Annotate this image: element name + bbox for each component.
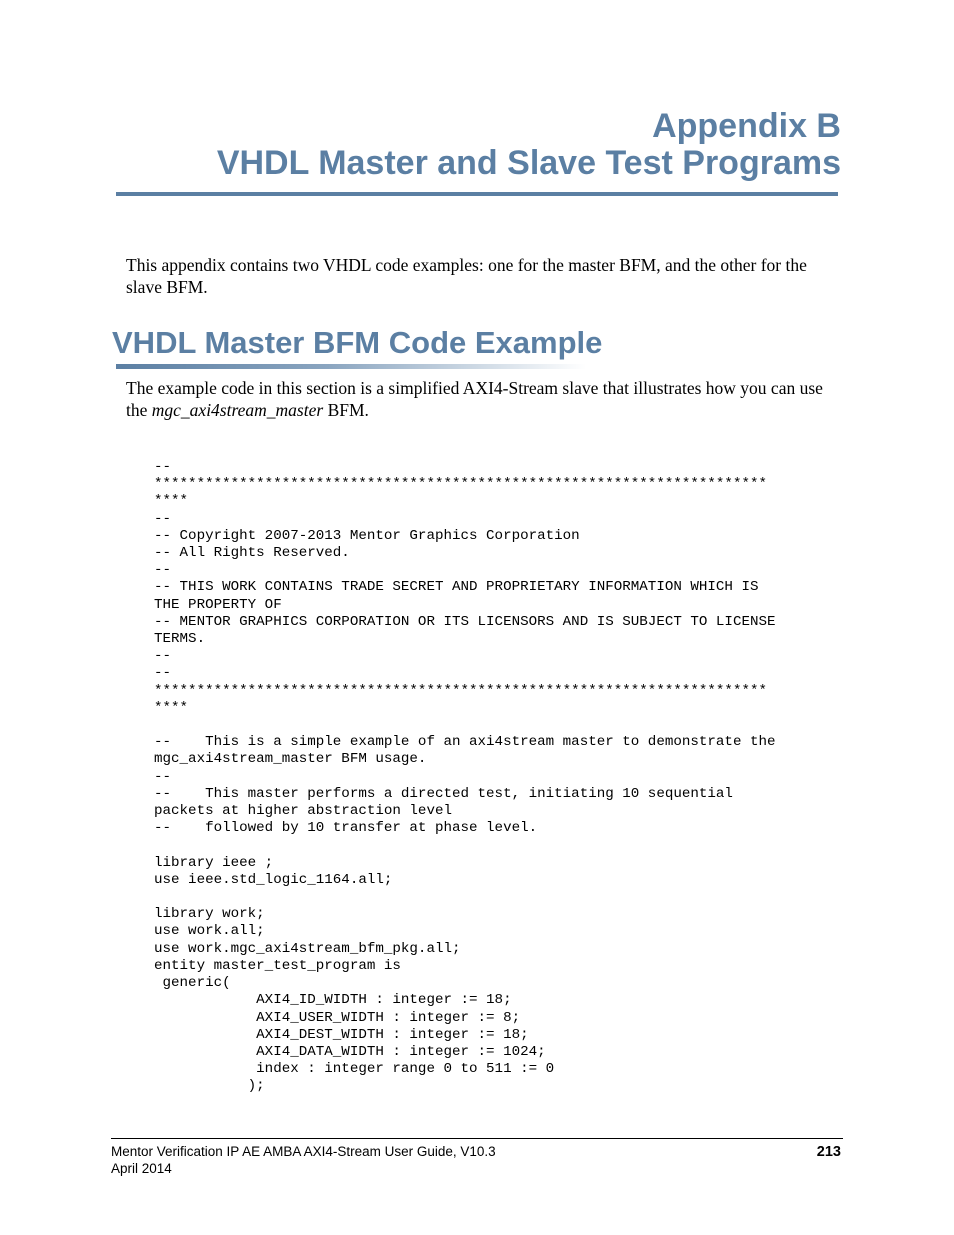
appendix-name: VHDL Master and Slave Test Programs xyxy=(216,144,841,182)
code-line: library ieee ; xyxy=(154,854,274,871)
code-line: mgc_axi4stream_master BFM usage. xyxy=(154,751,427,768)
code-line: -- xyxy=(154,562,172,579)
code-line: library work; xyxy=(154,906,265,923)
appendix-label: Appendix B xyxy=(652,107,841,145)
code-line: -- xyxy=(154,459,172,475)
code-line: -- followed by 10 transfer at phase level. xyxy=(154,820,538,837)
code-line: ************************************************************************ xyxy=(154,476,767,493)
page-number: 213 xyxy=(816,1144,841,1160)
code-line: -- xyxy=(154,768,172,785)
code-line: use ieee.std_logic_1164.all; xyxy=(154,871,393,888)
code-line: AXI4_DEST_WIDTH : integer := 18; xyxy=(154,1026,529,1043)
code-line: packets at higher abstraction level xyxy=(154,803,452,820)
appendix-title xyxy=(217,108,841,182)
code-line: -- MENTOR GRAPHICS CORPORATION OR ITS LICENSORS AND IS SUBJECT TO LICENSE xyxy=(154,613,776,630)
code-listing xyxy=(154,459,776,1096)
section-paragraph-text: The example code in this section is a simplified AXI4-Stream slave that illustrates how you can use the xyxy=(126,378,823,420)
code-line: -- This is a simple example of an axi4stream master to demonstrate the xyxy=(154,734,776,751)
code-line: AXI4_USER_WIDTH : integer := 8; xyxy=(154,1009,521,1026)
code-line: TERMS. xyxy=(154,631,206,648)
footer-date: April 2014 xyxy=(111,1161,172,1176)
code-line: **** xyxy=(154,493,189,510)
code-line: -- All Rights Reserved. xyxy=(154,545,350,562)
code-line: AXI4_DATA_WIDTH : integer := 1024; xyxy=(154,1043,546,1060)
code-line xyxy=(154,717,776,734)
code-line: -- xyxy=(154,648,172,665)
code-line xyxy=(154,889,776,906)
footer-rule xyxy=(111,1138,843,1139)
code-line: -- xyxy=(154,510,172,527)
code-line: ); xyxy=(154,1078,265,1095)
code-line: **** xyxy=(154,699,189,716)
code-line: index : integer range 0 to 511 := 0 xyxy=(154,1061,555,1078)
code-line: THE PROPERTY OF xyxy=(154,596,282,613)
code-line: use work.mgc_axi4stream_bfm_pkg.all; xyxy=(154,940,461,957)
code-line xyxy=(154,837,776,854)
code-line: -- THIS WORK CONTAINS TRADE SECRET AND PROPRIETARY INFORMATION WHICH IS xyxy=(154,579,759,596)
section-rule xyxy=(116,364,586,369)
title-rule xyxy=(116,192,838,196)
code-line: AXI4_ID_WIDTH : integer := 18; xyxy=(154,992,512,1009)
code-line: generic( xyxy=(154,975,231,992)
section-heading: VHDL Master BFM Code Example xyxy=(112,325,603,360)
footer-doc-title: Mentor Verification IP AE AMBA AXI4-Stream User Guide, V10.3 xyxy=(111,1144,496,1159)
intro-paragraph: This appendix contains two VHDL code examples: one for the master BFM, and the other for the slave BFM. xyxy=(126,255,807,297)
code-line: -- xyxy=(154,665,172,682)
code-line: -- This master performs a directed test, initiating 10 sequential xyxy=(154,785,733,802)
code-line: use work.all; xyxy=(154,923,265,940)
bfm-name: mgc_axi4stream_master xyxy=(151,400,324,420)
section-paragraph xyxy=(126,377,846,421)
code-line: ************************************************************************ xyxy=(154,682,767,699)
code-line: entity master_test_program is xyxy=(154,957,401,974)
code-line: -- Copyright 2007-2013 Mentor Graphics Corporation xyxy=(154,527,580,544)
section-paragraph-end: BFM. xyxy=(323,400,369,420)
